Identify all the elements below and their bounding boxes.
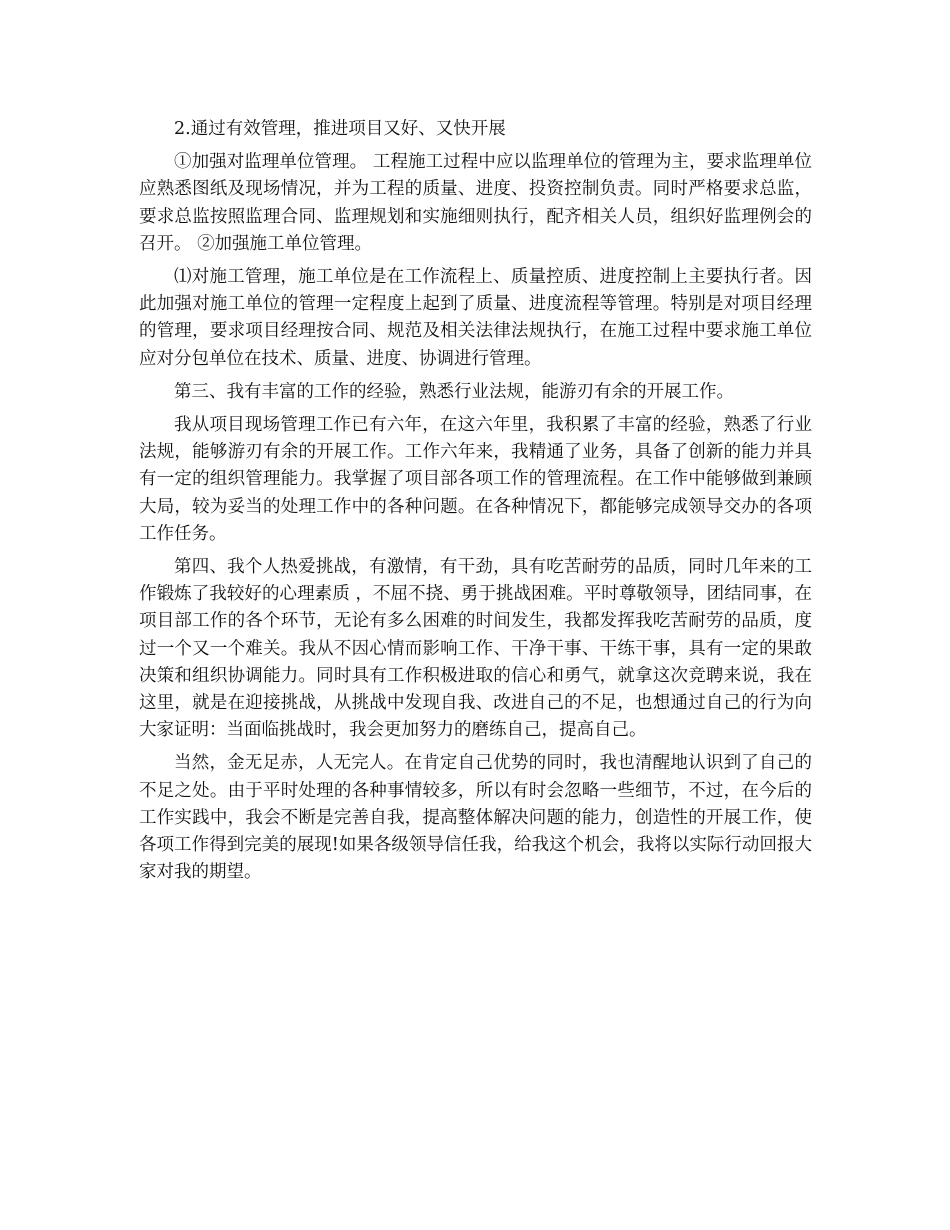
paragraph-management-heading: 2.通过有效管理，推进项目又好、又快开展 — [174, 119, 506, 139]
paragraph-fourth-point: 第四、我个人热爱挑战，有激情，有干劲，具有吃苦耐劳的品质，同时几年来的工作锻炼了我较好的心理素质 ，不屈不挠、勇于挑战困难。平时尊敬领导，团结同事，在项目部工作的各个环节，无论有多么困难的时间发生，我都发挥我吃苦耐劳的品质，度过一个又一个难关。我从不因心情而影响工作、干净干事、干练干事，具有一定的果敢决策和组织协调能力。同时具有工作积极进取的信心和勇气，就拿这次竞聘来说，我在这里，就是在迎接挑战，从挑战中发现自我、改进自己的不足，也想通过自己的行为向大家证明：当面临挑战时，我会更加努力的磨练自己，提高自己。 — [139, 557, 812, 741]
paragraph-supervision-management: ①加强对监理单位管理。 工程施工过程中应以监理单位的管理为主，要求监理单位应熟悉图纸及现场情况，并为工程的质量、进度、投资控制负责。同时严格要求总监，要求总监按照监理合同、监理规划和实施细则执行，配齐相关人员，组织好监理例会的召开。 ②加强施工单位管理。 — [139, 152, 812, 254]
paragraph-third-point: 第三、我有丰富的工作的经验，熟悉行业法规，能游刃有余的开展工作。 — [174, 381, 734, 402]
document-body — [139, 116, 812, 886]
paragraph-conclusion: 当然，金无足赤，人无完人。在肯定自己优势的同时，我也清醒地认识到了自己的不足之处。由于平时处理的各种事情较多，所以有时会忽略一些细节，不过，在今后的工作实践中，我会不断是完善自我，提高整体解决问题的能力，创造性的开展工作，使各项工作得到完美的展现!如果各级领导信任我，给我这个机会，我将以实际行动回报大家对我的期望。 — [139, 753, 812, 883]
paragraph-construction-management: ⑴对施工管理，施工单位是在工作流程上、质量控质、进度控制上主要执行者。因此加强对施工单位的管理一定程度上起到了质量、进度流程等管理。特别是对项目经理的管理，要求项目经理按合同、规范及相关法律法规执行，在施工过程中要求施工单位应对分包单位在技术、质量、进度、协调进行管理。 — [139, 267, 812, 369]
paragraph-experience: 我从项目现场管理工作已有六年，在这六年里，我积累了丰富的经验，熟悉了行业法规，能够游刃有余的开展工作。工作六年来，我精通了业务，具备了创新的能力并具有一定的组织管理能力。我掌握了项目部各项工作的管理流程。在工作中能够做到兼顾大局，较为妥当的处理工作中的各种问题。在各种情况下，都能够完成领导交办的各项工作任务。 — [139, 415, 812, 544]
